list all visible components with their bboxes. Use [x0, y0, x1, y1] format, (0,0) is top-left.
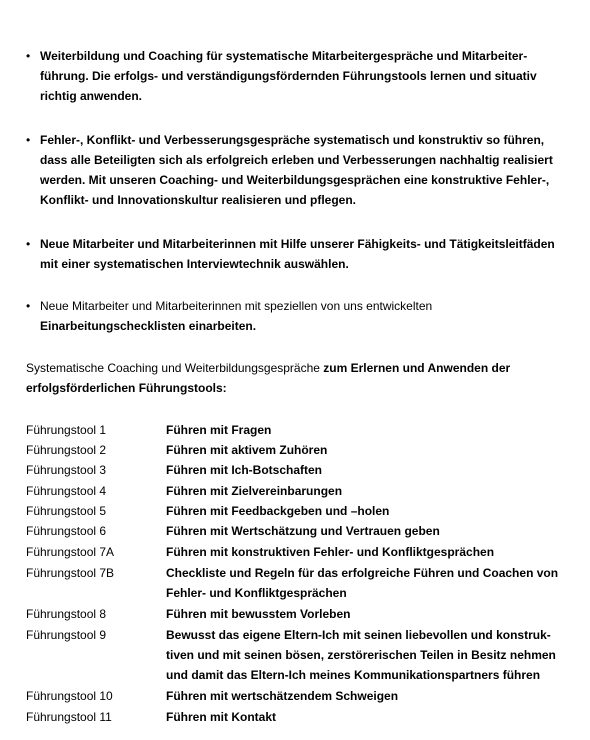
- tool-row: [26, 604, 566, 624]
- tool-desc: Führen mit Feedbackgeben und –holen: [166, 504, 390, 518]
- tool-row: [26, 460, 566, 480]
- tool-label: Führungstool 11: [26, 710, 112, 724]
- tool-desc: Führen mit Wertschätzung und Vertrauen geben: [166, 524, 440, 538]
- tool-row: [26, 481, 566, 501]
- tool-label: Führungstool 4: [26, 484, 107, 498]
- tool-row: [26, 420, 566, 440]
- tool-desc: Führen mit Kontakt: [166, 710, 276, 724]
- tool-label: Führungstool 1: [26, 423, 107, 437]
- bullet-text: Weiterbildung und Coaching für systematische Mitarbeitergespräche und Mitarbeiter-führung. Die erfolgs- und verständigungsfördernden Führungstools lernen und situativ richtig anwenden.: [40, 49, 537, 103]
- bullet-text: [40, 296, 566, 336]
- tool-desc: Führen mit bewusstem Vorleben: [166, 607, 351, 621]
- tool-label: Führungstool 10: [26, 689, 113, 703]
- tool-row: [26, 440, 566, 460]
- bullet-item-coaching: [26, 46, 566, 106]
- tool-label: Führungstool 6: [26, 524, 107, 538]
- tool-desc: Führen mit Fragen: [166, 423, 272, 437]
- tool-row: [26, 501, 566, 521]
- bullet-item-onboarding: [26, 296, 566, 336]
- tool-desc: Führen mit Zielvereinbarungen: [166, 484, 343, 498]
- tool-row: [26, 625, 566, 685]
- tool-desc: Führen mit wertschätzendem Schweigen: [166, 689, 399, 703]
- tool-desc: Checkliste und Regeln für das erfolgreiche Führen und Coachen von Fehler- und Konfliktgesprächen: [166, 566, 559, 600]
- tool-label: Führungstool 2: [26, 443, 107, 457]
- tool-label: Führungstool 8: [26, 607, 107, 621]
- bullet-text-regular: Neue Mitarbeiter und Mitarbeiterinnen mit speziellen von uns entwickelten: [40, 299, 433, 313]
- tool-desc: Bewusst das eigene Eltern-Ich mit seinen liebevollen und konstruk-tiven und mit seinen bösen, zerstörerischen Teilen in Besitz nehmen und damit das Eltern-Ich meines Kommunikationspartners führen: [166, 628, 556, 682]
- tool-desc: Führen mit Ich-Botschaften: [166, 463, 323, 477]
- intro-bold: zum Erlernen und Anwenden der erfolgsförderlichen Führungstools:: [26, 361, 511, 395]
- tool-label: Führungstool 3: [26, 463, 107, 477]
- tool-row: [26, 521, 566, 541]
- bullet-symbol: •: [26, 133, 31, 147]
- tool-label: Führungstool 5: [26, 504, 107, 518]
- bullet-symbol: •: [26, 299, 31, 313]
- tool-desc: Führen mit konstruktiven Fehler- und Konfliktgesprächen: [166, 545, 495, 559]
- tool-row: [26, 542, 566, 562]
- tool-label: Führungstool 9: [26, 628, 107, 642]
- bullet-symbol: •: [26, 237, 31, 251]
- bullet-symbol: •: [26, 49, 31, 63]
- tool-row: [26, 563, 566, 603]
- bullet-text: Neue Mitarbeiter und Mitarbeiterinnen mit Hilfe unserer Fähigkeits- und Tätigkeitsleitfäden mit einer systematischen Interviewtechnik auswählen.: [40, 237, 555, 271]
- tool-label: Führungstool 7B: [26, 566, 115, 580]
- bullet-item-conflict: [26, 130, 566, 210]
- tool-desc: Führen mit aktivem Zuhören: [166, 443, 328, 457]
- tool-row: [26, 686, 566, 706]
- tool-row: [26, 707, 566, 727]
- bullet-item-selection: [26, 234, 566, 274]
- bullet-text: Fehler-, Konflikt- und Verbesserungsgespräche systematisch und konstruktiv so führen, dass alle Beteiligten sich als erfolgreich erleben und Verbesserungen nachhaltig realisiert werden. Mit unseren Coaching- und Weiterbildungsgesprächen eine konstruktive Fehler-, Konflikt- und Innovationskultur realisieren und pflegen.: [40, 133, 553, 207]
- tool-label: Führungstool 7A: [26, 545, 115, 559]
- intro-paragraph: [26, 358, 556, 398]
- bullet-text-bold: Einarbeitungschecklisten einarbeiten.: [40, 319, 257, 333]
- intro-regular: Systematische Coaching und Weiterbildungsgespräche: [26, 361, 324, 375]
